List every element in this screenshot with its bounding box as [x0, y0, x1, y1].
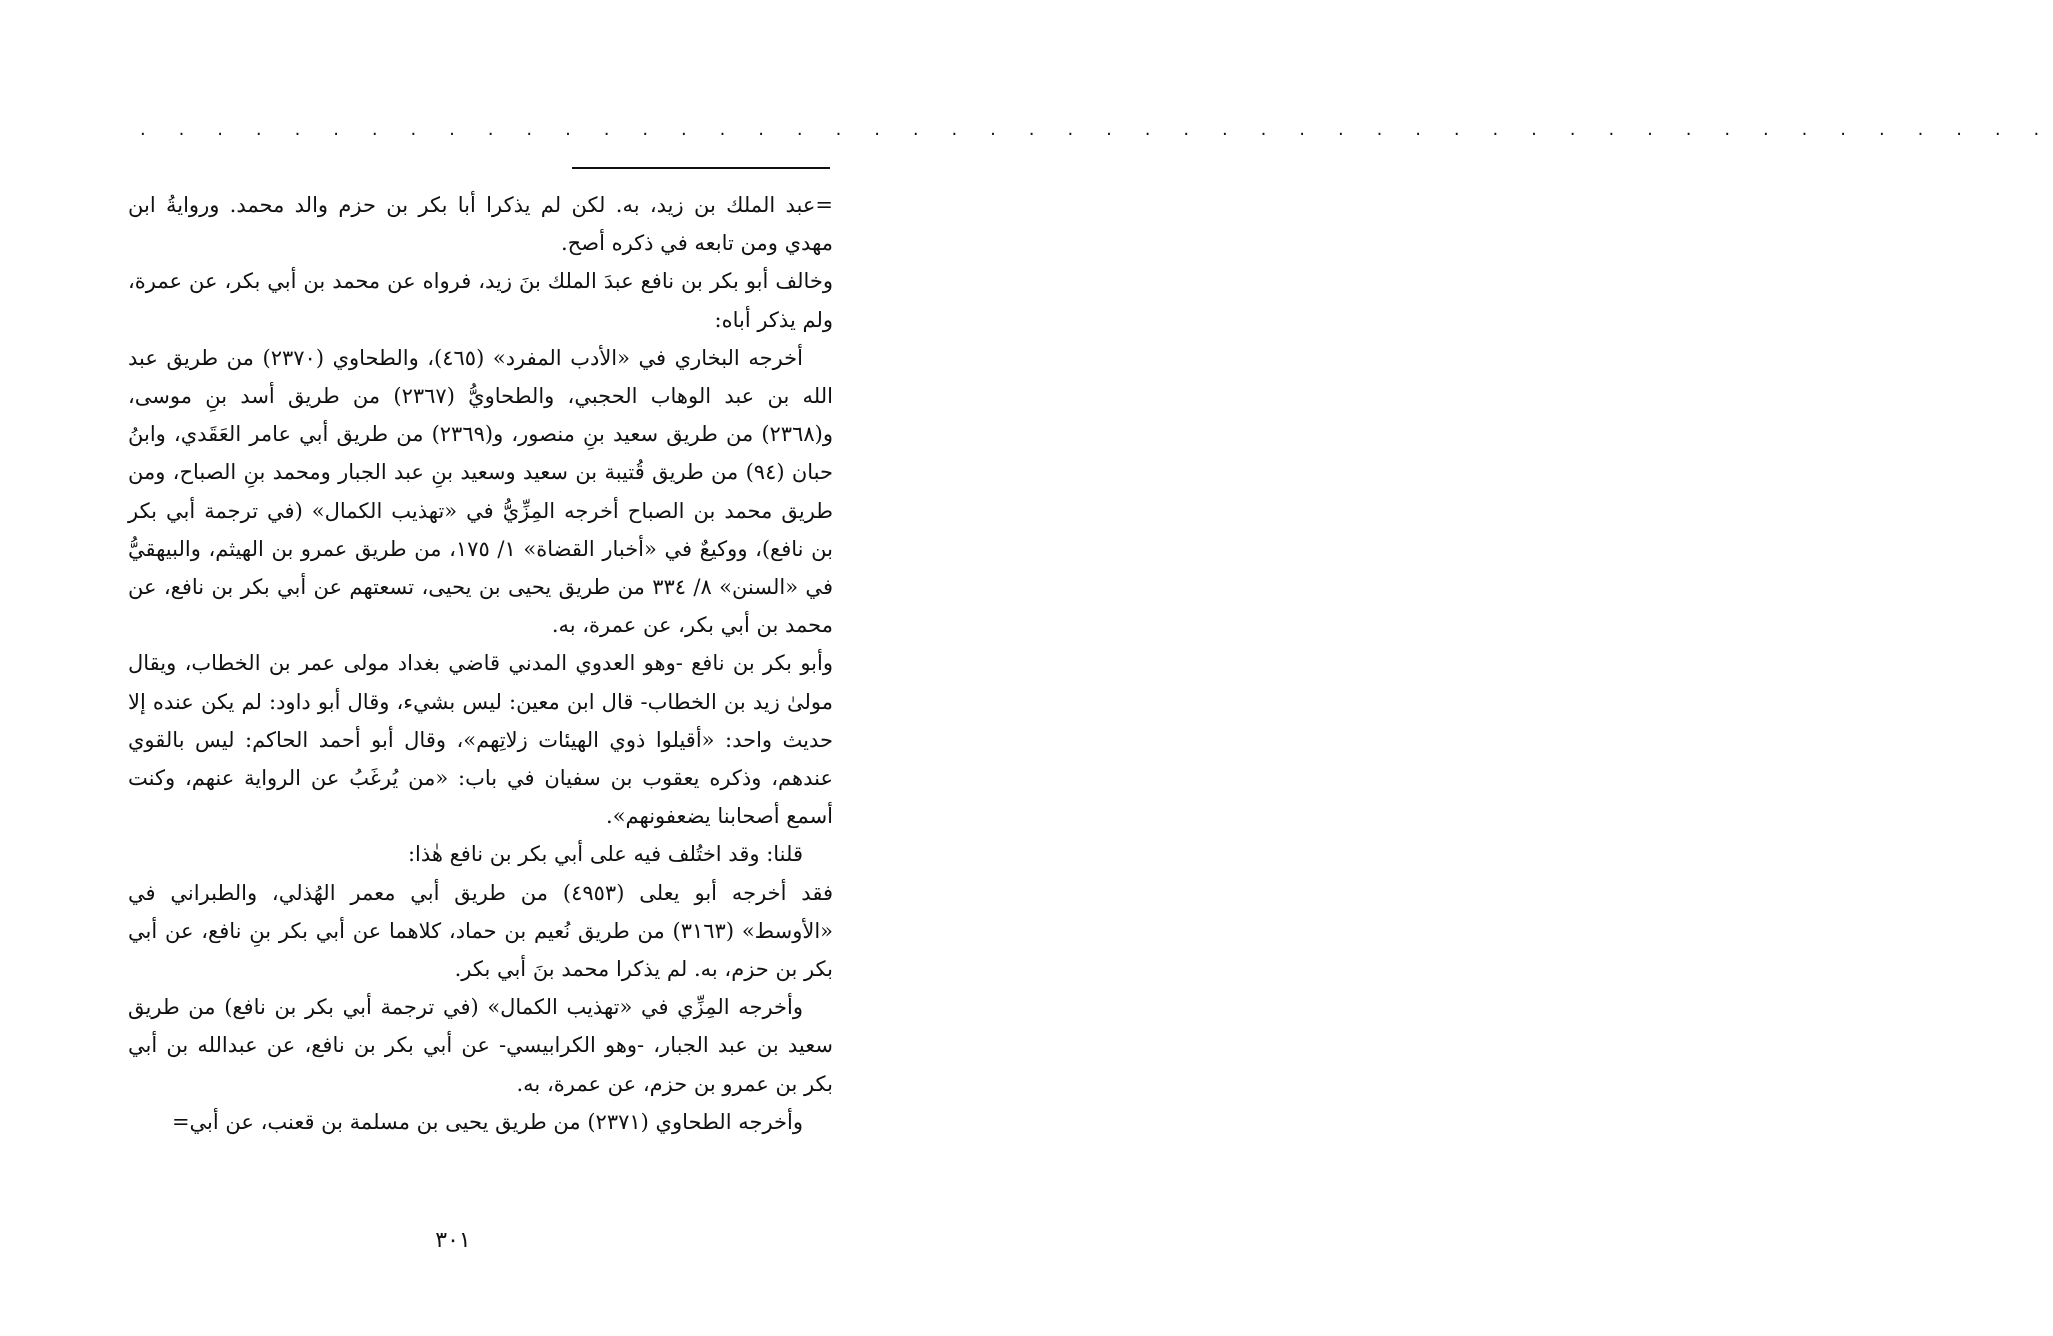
paragraph-6: فقد أخرجه أبو يعلى (٤٩٥٣) من طريق أبي معمر الهُذلي، والطبراني في «الأوسط» (٣١٦٣) من طريق نُعيم بن حماد، كلاهما عن أبي بكر بنِ نافع، عن أبي بكر بن حزم، به. لم يذكرا محمد بنَ أبي بكر.	[128, 880, 834, 982]
page-number: ٣٠١	[435, 1228, 471, 1253]
footnote-text	[128, 186, 833, 1141]
footnote-rule	[572, 167, 830, 169]
paragraph-8: وأخرجه الطحاوي (٢٣٧١) من طريق يحيى بن مسلمة بن قعنب، عن أبي=	[171, 1109, 803, 1134]
paragraph-4: وأبو بكر بن نافع -وهو العدوي المدني قاضي بغداد مولى عمر بن الخطاب، ويقال مولىٰ زيد بن الخطاب- قال ابن معين: ليس بشيء، وقال أبو داود: لم يكن عنده إلا حديث واحد: «أقيلوا ذوي الهيئات زلاتِهم»، وقال أبو أحمد الحاكم: ليس بالقوي عندهم، وذكره يعقوب بن سفيان في باب: «من يُرغَبُ عن الرواية عنهم، وكنت أسمع أصحابنا يضعفونهم».	[128, 651, 834, 829]
paragraph-7: وأخرجه المِزِّي في «تهذيب الكمال» (في ترجمة أبي بكر بن نافع) من طريق سعيد بن عبد الجبار، -وهو الكرابيسي- عن أبي بكر بن نافع، عن عبدالله بن أبي بكر بن عمرو بن حزم، عن عمرة، به.	[128, 995, 833, 1096]
paragraph-5: قلنا: وقد اختُلف فيه على أبي بكر بن نافع هٰذا:	[407, 842, 803, 867]
paragraph-1: =عبد الملك بن زيد، به. لكن لم يذكرا أبا بكر بن حزم والد محمد. وروايةُ ابن مهدي ومن تابعه في ذكره أصح.	[128, 193, 833, 256]
paragraph-3: أخرجه البخاري في «الأدب المفرد» (٤٦٥)، والطحاوي (٢٣٧٠) من طريق عبد الله بن عبد الوهاب الحجبي، والطحاويُّ (٢٣٦٧) من طريق أسد بنِ موسى، و(٢٣٦٨) من طريق سعيد بنِ منصور، و(٢٣٦٩) من طريق أبي عامر العَقَدي، وابنُ حبان (٩٤) من طريق قُتيبة بن سعيد وسعيد بنِ عبد الجبار ومحمد بنِ الصباح، ومن طريق محمد بن الصباح أخرجه المِزِّيُّ في «تهذيب الكمال» (في ترجمة أبي بكر بن نافع)، ووكيعٌ في «أخبار القضاة» ١/ ١٧٥، من طريق عمرو بن الهيثم، والبيهقيُّ في «السنن» ٨/ ٣٣٤ من طريق يحيى بن يحيى، تسعتهم عن أبي بكر بن نافع، عن محمد بن أبي بكر، عن عمرة، به.	[128, 345, 834, 638]
paragraph-2: وخالف أبو بكر بن نافع عبدَ الملك بنَ زيد، فرواه عن محمد بن أبي بكر، عن عمرة، ولم يذكر أباه:	[128, 269, 833, 332]
dotted-separator: . . . . . . . . . . . . . . . . . . . . . . . . . . . . . . . . . . . . . . . . . . . . . . . . . .	[140, 119, 2053, 140]
